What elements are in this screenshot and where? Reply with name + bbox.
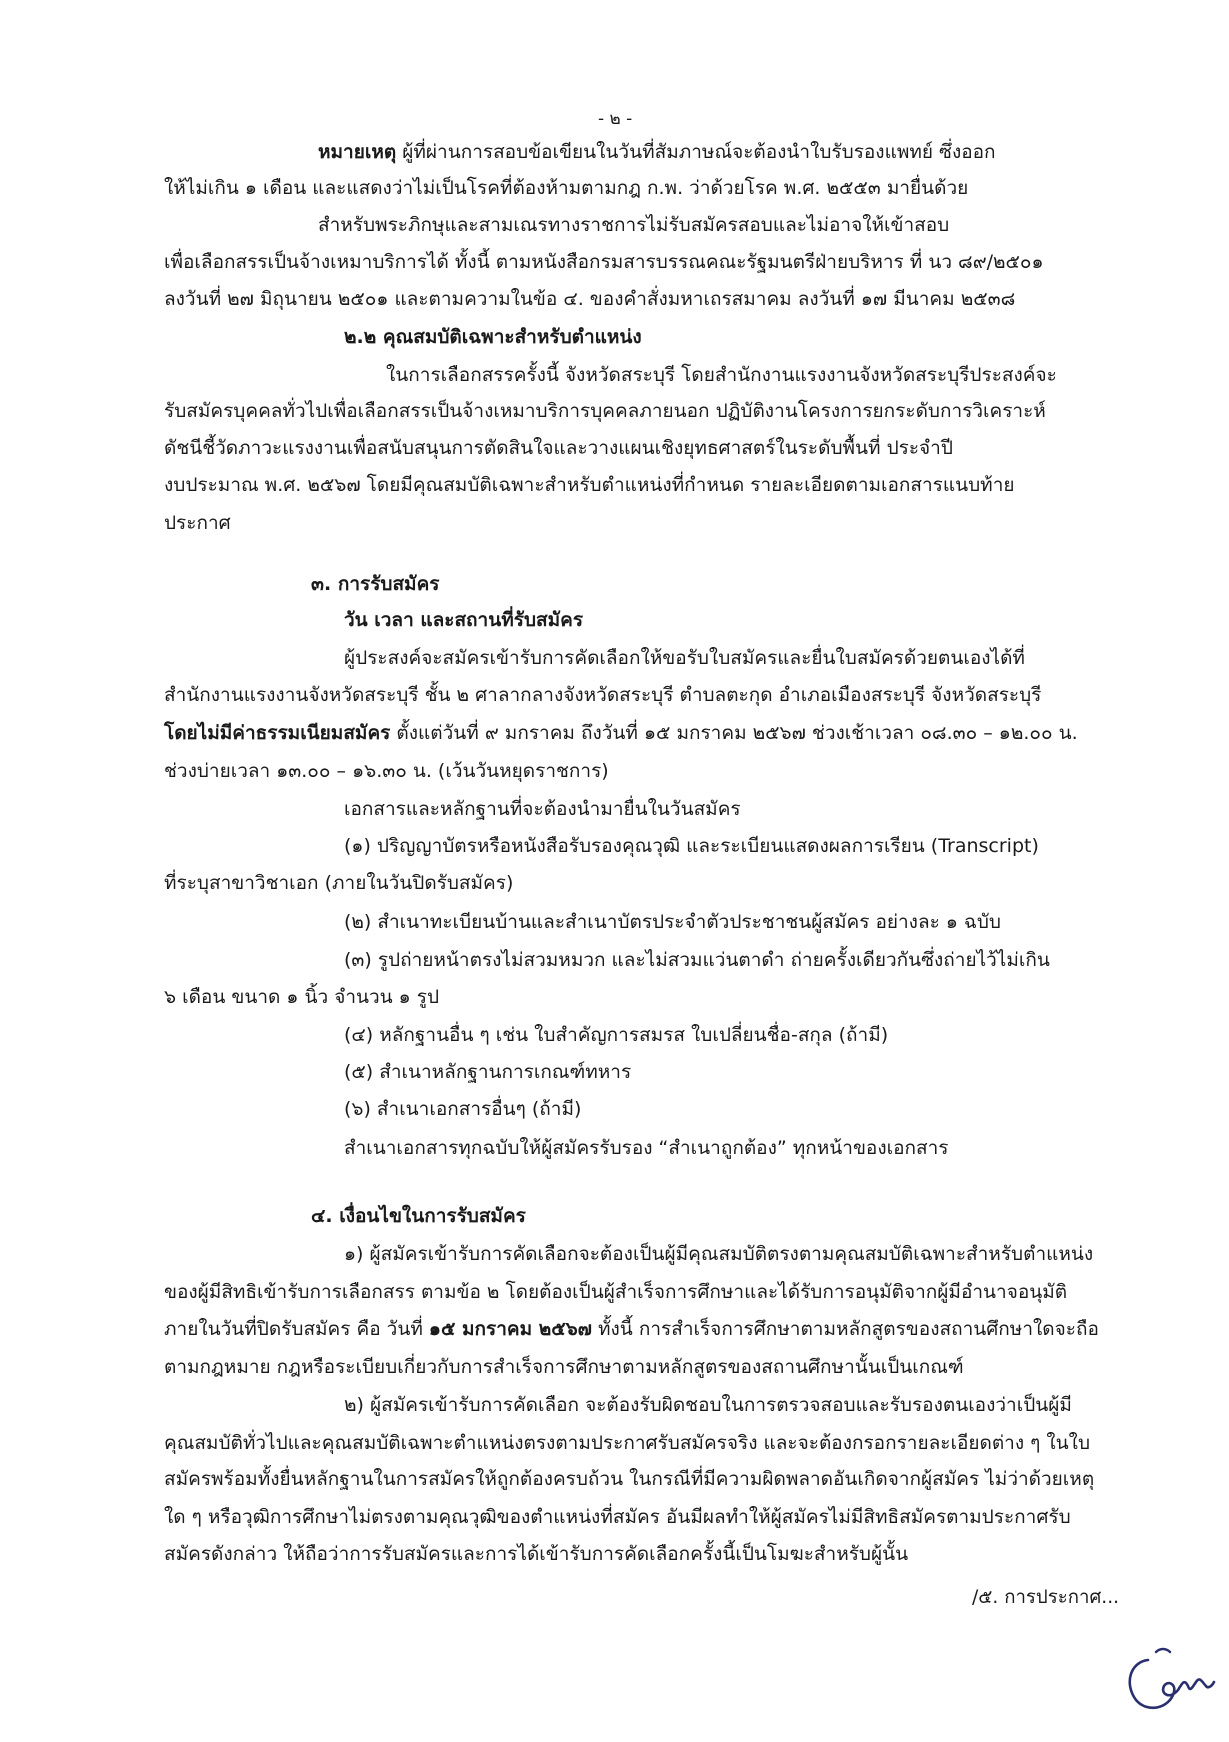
remark-line-2: ให้ไม่เกิน ๑ เดือน และแสดงว่าไม่เป็นโรคที่ต้องห้ามตามกฎ ก.พ. ว่าด้วยโรค พ.ศ. ๒๕๕๓ มายื่นด้วย (164, 177, 969, 199)
page-number: - ๒ - (598, 109, 633, 129)
condition-2-line-2: คุณสมบัติทั่วไปและคุณสมบัติเฉพาะตำแหน่งตรงตามประกาศรับสมัครจริง และจะต้องกรอกรายละเอียดต่าง ๆ ในใบ (164, 1432, 1090, 1454)
remark-line-1 (318, 139, 996, 165)
section-3-heading: ๓. การรับสมัคร (311, 573, 440, 595)
remark-label: หมายเหตุ (318, 141, 397, 163)
closing-date: ๑๕ มกราคม ๒๕๖๗ (428, 1318, 592, 1340)
condition-2-line-3: สมัครพร้อมทั้งยื่นหลักฐานในการสมัครให้ถูกต้องครบถ้วน ในกรณีที่มีความผิดพลาดอันเกิดจากผู้สมัคร ไม่ว่าด้วยเหตุ (164, 1468, 1095, 1490)
section-3-line-1: ผู้ประสงค์จะสมัครเข้ารับการคัดเลือกให้ขอรับใบสมัครและยื่นใบสมัครด้วยตนเองได้ที่ (344, 647, 1025, 669)
section-2-2-line-3: ดัชนีชี้วัดภาวะแรงงานเพื่อสนับสนุนการตัดสินใจและวางแผนเชิงยุทธศาสตร์ในระดับพื้นที่ ประจำปี (164, 437, 953, 459)
section-3-line-3 (164, 720, 1078, 746)
section-3-subheading: วัน เวลา และสถานที่รับสมัคร (344, 609, 584, 631)
continuation-marker: /๕. การประกาศ... (972, 1586, 1120, 1608)
section-2-2-line-1: ในการเลือกสรรครั้งนี้ จังหวัดสระบุรี โดยสำนักงานแรงงานจังหวัดสระบุรีประสงค์จะ (386, 364, 1057, 386)
docs-intro: เอกสารและหลักฐานที่จะต้องนำมายื่นในวันสมัคร (344, 798, 741, 820)
section-3-afternoon: ช่วงบ่ายเวลา ๑๓.๐๐ – ๑๖.๓๐ น. (เว้นวันหยุดราชการ) (164, 760, 609, 782)
condition-1-line-1: ๑) ผู้สมัครเข้ารับการคัดเลือกจะต้องเป็นผู้มีคุณสมบัติตรงตามคุณสมบัติเฉพาะสำหรับตำแหน่ง (344, 1243, 1094, 1265)
no-fee-text: โดยไม่มีค่าธรรมเนียมสมัคร (164, 722, 391, 744)
condition-1-pre: ภายในวันที่ปิดรับสมัคร คือ วันที่ (164, 1318, 429, 1340)
monk-note-line-2: เพื่อเลือกสรรเป็นจ้างเหมาบริการได้ ทั้งนี้ ตามหนังสือกรมสารบรรณคณะรัฐมนตรีฝ่ายบริหาร ที่ นว ๘๙/๒๕๐๑ (164, 251, 1044, 273)
condition-1-line-2: ของผู้มีสิทธิเข้ารับการเลือกสรร ตามข้อ ๒ โดยต้องเป็นผู้สำเร็จการศึกษาและได้รับการอนุมัติจากผู้มีอำนาจอนุมัติ (164, 1281, 1068, 1303)
signature-icon (1118, 1642, 1218, 1717)
doc-item-6: (๖) สำเนาเอกสารอื่นๆ (ถ้ามี) (344, 1098, 582, 1120)
doc-item-3: (๓) รูปถ่ายหน้าตรงไม่สวมหมวก และไม่สวมแว่นตาดำ ถ่ายครั้งเดียวกันซึ่งถ่ายไว้ไม่เกิน (344, 949, 1050, 971)
section-3-line-2: สำนักงานแรงงานจังหวัดสระบุรี ชั้น ๒ ศาลากลางจังหวัดสระบุรี ตำบลตะกุด อำเภอเมืองสระบุรี จังหวัดสระบุรี (164, 684, 1042, 706)
section-2-2-line-4: งบประมาณ พ.ศ. ๒๕๖๗ โดยมีคุณสมบัติเฉพาะสำหรับตำแหน่งที่กำหนด รายละเอียดตามเอกสารแนบท้าย (164, 474, 1015, 496)
condition-1-post: ทั้งนี้ การสำเร็จการศึกษาตามหลักสูตรของสถานศึกษาใดจะถือ (591, 1318, 1099, 1340)
condition-2-line-1: ๒) ผู้สมัครเข้ารับการคัดเลือก จะต้องรับผิดชอบในการตรวจสอบและรับรองตนเองว่าเป็นผู้มี (344, 1394, 1072, 1416)
monk-note-line-3: ลงวันที่ ๒๗ มิถุนายน ๒๕๐๑ และตามความในข้อ ๔. ของคำสั่งมหาเถรสมาคม ลงวันที่ ๑๗ มีนาคม ๒๕๓๘ (164, 288, 1016, 310)
section-2-2-heading: ๒.๒ คุณสมบัติเฉพาะสำหรับตำแหน่ง (344, 326, 642, 348)
doc-item-5: (๕) สำเนาหลักฐานการเกณฑ์ทหาร (344, 1061, 632, 1083)
doc-item-2: (๒) สำเนาทะเบียนบ้านและสำเนาบัตรประจำตัวประชาชนผู้สมัคร อย่างละ ๑ ฉบับ (344, 911, 1001, 933)
section-4-heading: ๔. เงื่อนไขในการรับสมัคร (311, 1205, 526, 1227)
condition-2-line-5: สมัครดังกล่าว ให้ถือว่าการรับสมัครและการได้เข้ารับการคัดเลือกครั้งนี้เป็นโมฆะสำหรับผู้นั้น (164, 1543, 909, 1565)
doc-item-4: (๔) หลักฐานอื่น ๆ เช่น ใบสำคัญการสมรส ใบเปลี่ยนชื่อ-สกุล (ถ้ามี) (344, 1024, 889, 1046)
condition-1-line-4: ตามกฎหมาย กฎหรือระเบียบเกี่ยวกับการสำเร็จการศึกษาตามหลักสูตรของสถานศึกษานั้นเป็นเกณฑ์ (164, 1356, 964, 1378)
doc-item-3-cont: ๖ เดือน ขนาด ๑ นิ้ว จำนวน ๑ รูป (164, 986, 440, 1008)
application-dates: ตั้งแต่วันที่ ๙ มกราคม ถึงวันที่ ๑๕ มกราคม ๒๕๖๗ ช่วงเช้าเวลา ๐๘.๓๐ – ๑๒.๐๐ น. (390, 722, 1078, 744)
section-2-2-line-2: รับสมัครบุคคลทั่วไปเพื่อเลือกสรรเป็นจ้างเหมาบริการบุคคลภายนอก ปฏิบัติงานโครงการยกระดับการวิเคราะห์ (164, 400, 1046, 422)
condition-2-line-4: ใด ๆ หรือวุฒิการศึกษาไม่ตรงตามคุณวุฒิของตำแหน่งที่สมัคร อันมีผลทำให้ผู้สมัครไม่มีสิทธิสมัครตามประกาศรับ (164, 1506, 1071, 1528)
docs-certify-note: สำเนาเอกสารทุกฉบับให้ผู้สมัครรับรอง “สำเนาถูกต้อง” ทุกหน้าของเอกสาร (344, 1137, 949, 1159)
doc-item-1-cont: ที่ระบุสาขาวิชาเอก (ภายในวันปิดรับสมัคร) (164, 872, 514, 894)
doc-item-1: (๑) ปริญญาบัตรหรือหนังสือรับรองคุณวุฒิ และระเบียนแสดงผลการเรียน (Transcript) (344, 835, 1039, 857)
remark-text: ผู้ที่ผ่านการสอบข้อเขียนในวันที่สัมภาษณ์จะต้องนำใบรับรองแพทย์ ซึ่งออก (396, 141, 996, 163)
condition-1-line-3 (164, 1316, 1099, 1342)
section-2-2-line-5: ประกาศ (164, 512, 231, 534)
monk-note-line-1: สำหรับพระภิกษุและสามเณรทางราชการไม่รับสมัครสอบและไม่อาจให้เข้าสอบ (318, 214, 950, 236)
